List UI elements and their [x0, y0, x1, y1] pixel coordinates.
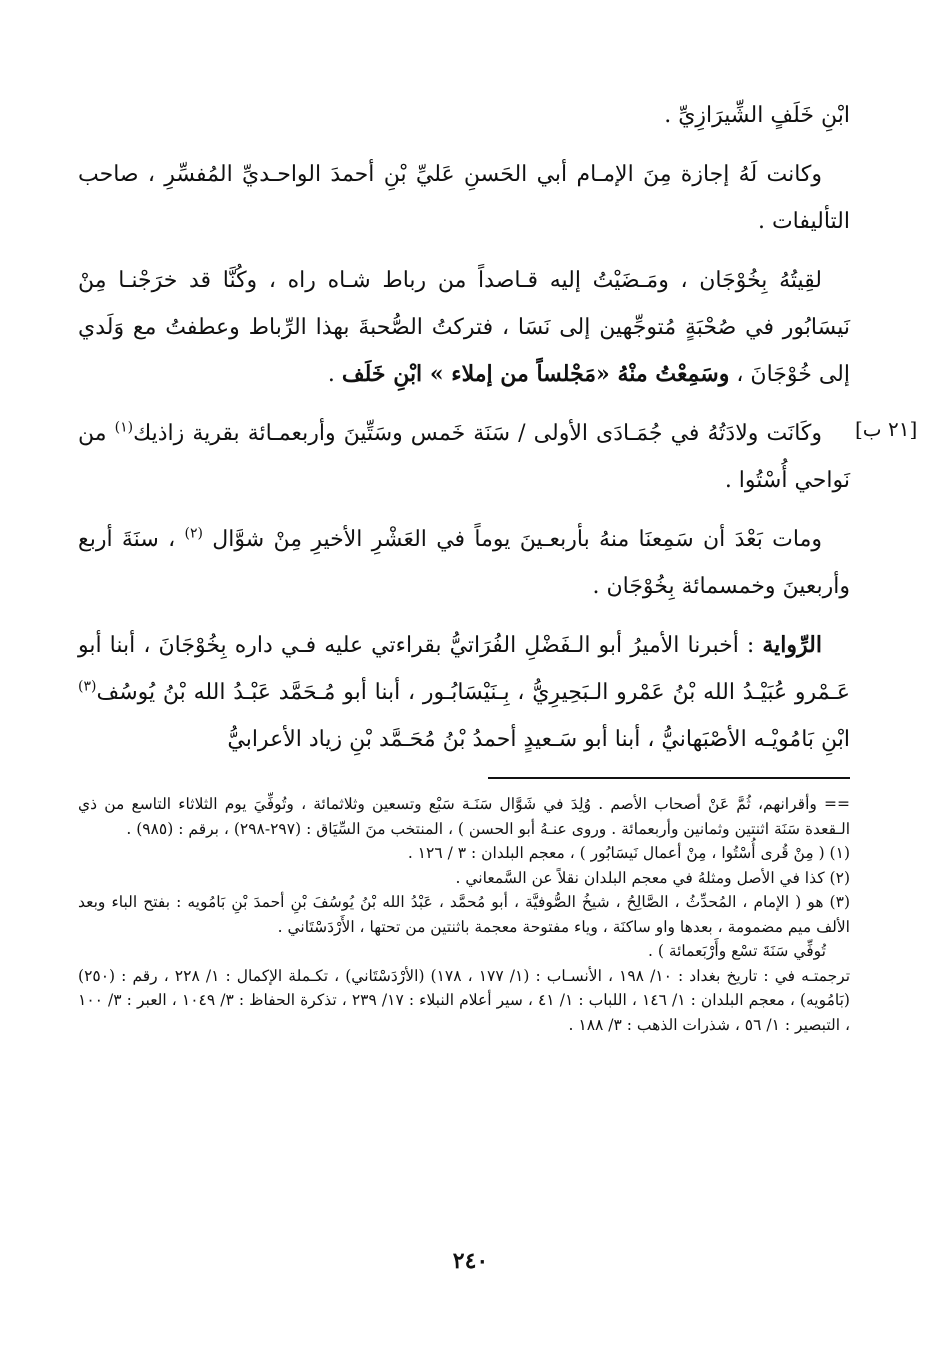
paragraph-2 — [78, 257, 850, 398]
paragraph-2-text: لقِيتُهُ بِخُوْجَان ، ومَـضَيْتُ إليه قـاصداً من رباط شـاه راه ، وكُنَّا قد خرَجْنـا مِنْ نَيسَابُور في صُحْبَةٍ مُتوجِّهين إلى نَسَا ، فتركتُ الصُّحبةَ بهذا الرِّباط وعطفتُ مع وَلَدي إلى خُوْجَانَ ، — [78, 268, 850, 387]
paragraph-0-text: ابْنِ خَلَفٍ الشِّيرَازِيِّ . — [664, 103, 850, 128]
riwaya-label: الرِّواية — [762, 632, 822, 658]
paragraph-3 — [78, 410, 850, 504]
paragraph-4-text: ومات بَعْدَ أن سَمِعنَا منهُ بأربعـينَ يوماً في العَشْرِ الأخيرِ مِنْ شوَّال — [202, 527, 823, 552]
paragraph-4 — [78, 516, 850, 610]
paragraph-3-end: من نَواحي أُسْتُوا . — [78, 421, 850, 493]
paragraph-1-text: وكانت لَهُ إجازة مِنَ الإمـام أبي الحَسنِ عَليِّ بْنِ أحمدَ الواحـديِّ المُفسِّرِ ، صاحب التأليفات . — [78, 162, 850, 234]
footnote-ref-2: (٢) — [184, 525, 203, 542]
footnote-1: (١) ( مِنْ قُرى أُسْتُوا ، مِنْ أعمال نَيسَابُور ) ، معجم البلدان : ٣ / ١٢٦ . — [407, 844, 850, 862]
paragraph-2-end: . — [327, 362, 342, 387]
footnote-ref-1: (١) — [114, 419, 134, 436]
paragraph-4-end: ، سنَةَ أربع وأربعينَ وخمسمائة بِخُوْجَان . — [78, 527, 850, 599]
paragraph-0 — [78, 92, 850, 139]
footnote-3-death: تُوفِّي سَنَةَ تسْع وأَرْبَعمائة ) . — [647, 942, 826, 960]
footnotes — [78, 792, 850, 1037]
main-text — [78, 92, 850, 775]
manuscript-folio-marker: [٢١ ب] — [855, 417, 918, 441]
paragraph-3-text: وكَانَت ولادَتُهُ في جُمَـادَى الأولى / سَنَة خَمس وسَتِّينَ وأربعمـائة بقرية زاذيك — [133, 421, 822, 446]
footnote-ref-3: (٣) — [78, 678, 97, 695]
footnote-3: (٣) هو ( الإمام ، المُحدِّثُ ، الصَّالِحُ ، شيخُ الصُّوفيَّة ، أبو مُحمَّد ، عَبْدُ الله بْنُ يُوسُفَ بْنِ أحمدَ بْنِ بَامُويه : بفتح الباء وبعد الألف ميم مضمومة ، بعدها واو ساكنَة ، وياء مفتوحة معجمة باثنتين من تحتها ، الأَرْدَسْتَاني . — [78, 893, 850, 936]
paragraph-5-end: ابْنِ بَامُويْـه الأصْبَهانيُّ ، أبنا أبو سَـعيدٍ أحمدُ بْنُ مُحَـمَّد بْنِ زياد الأعرابيُّ — [227, 727, 850, 752]
footnote-2: (٢) كذا في الأصل ومثلهُ في معجم البلدان نقلاً عن السَّمعاني . — [455, 868, 850, 887]
page-number: ٢٤٠ — [452, 1248, 489, 1274]
paragraph-2-bold: وسَمِعْتُ منْهُ «مَجْلساً من إملاء » ابْنِ خَلَف — [341, 361, 730, 387]
footnote-separator — [488, 777, 850, 779]
paragraph-5 — [78, 622, 850, 763]
footnote-3-sources: ترجمتـه في : تاريخ بغداد : ١٠/ ١٩٨ ، الأنسـاب : (١/ ١٧٧ ، ١٧٨) (الأرْدَسْتَاني) ، تكـملة الإكمال : ١/ ٢٢٨ ، رقم : (٢٥٠) (بَامُويه) ، معجم البلدان : ١/ ١٤٦ ، اللباب : ١/ ٤١ ، سير أعلام النبلاء : ١٧/ ٢٣٩ ، تذكرة الحفاظ : ٣/ ١٠٤٩ ، العبر : ٣/ ١٠٠ ، التبصير : ١/ ٥٦ ، شذرات الذهب : ٣/ ١٨٨ . — [78, 966, 851, 1034]
footnote-continuation: == وأقرانهم، ثُمَّ عَنْ أصحاب الأصم . وُلِدَ في شَوَّال سَنَـة سَبْع وتسعين وثلاثمائة ، وتُوفِّيَ يوم الثلاثاء التاسع من ذي الـقعدة سَنَة اثنتين وثمانين وأربعمائة . وروى عنـهُ أبو الحسن ) ، المنتخب منَ السِّيَاق : (٢٩٧-٢٩٨) ، برقم : (٩٨٥) . — [78, 795, 850, 838]
paragraph-1 — [78, 151, 850, 245]
paragraph-5-text: : أخبرنا الأميرُ أبو الـفَضْلِ الفُرَاتيُّ بقراءتي عليه فـي داره بِخُوْجَانَ ، أبنا أبو عَـمْرو عُبَيْـدُ الله بْنُ عَمْرو الـبَحِيرِيُّ ، بِـنَيْسَابُـور ، أبنا أبو مُـحَمَّد عَبْـدُ الله بْنُ يُوسُف — [78, 633, 850, 705]
